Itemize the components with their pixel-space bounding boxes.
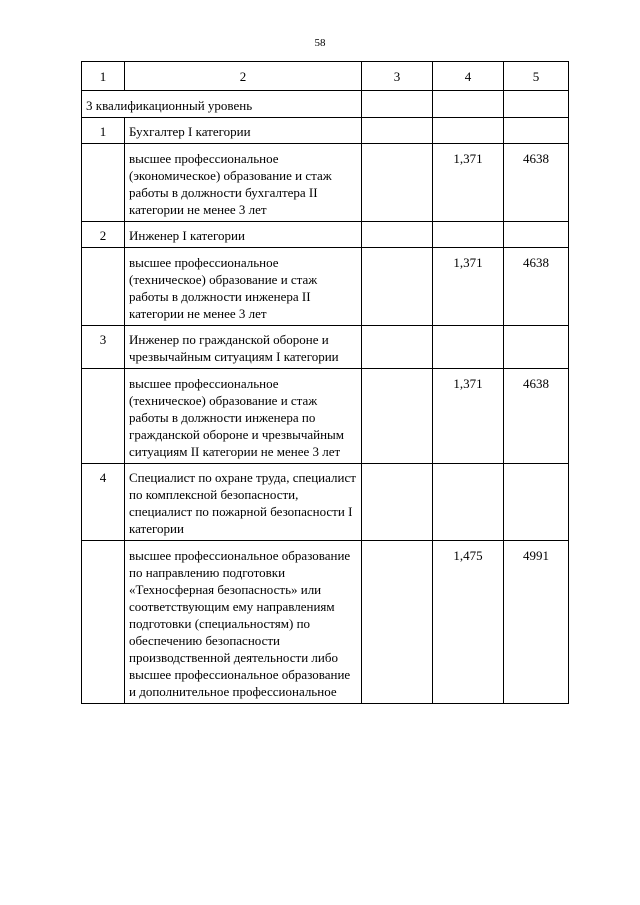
col3-cell xyxy=(362,144,433,222)
requirement-text: высшее профессиональное (техническое) образование и стаж работы в должности инженера II категории не менее 3 лет xyxy=(125,248,362,326)
row-number: 2 xyxy=(82,222,125,248)
header-cell-5: 5 xyxy=(504,62,569,91)
requirement-row xyxy=(82,369,569,464)
position-row xyxy=(82,118,569,144)
header-cell-3: 3 xyxy=(362,62,433,91)
salary-cell xyxy=(504,464,569,541)
col3-cell xyxy=(362,326,433,369)
table-header-row xyxy=(82,62,569,91)
empty-cell xyxy=(433,91,504,118)
header-cell-1: 1 xyxy=(82,62,125,91)
coefficient-cell: 1,475 xyxy=(433,541,504,704)
empty-cell xyxy=(362,91,433,118)
salary-cell xyxy=(504,118,569,144)
qualification-table xyxy=(81,61,569,704)
coefficient-cell xyxy=(433,464,504,541)
empty-cell xyxy=(504,91,569,118)
coefficient-cell xyxy=(433,118,504,144)
salary-cell xyxy=(504,222,569,248)
coefficient-cell xyxy=(433,326,504,369)
salary-cell: 4638 xyxy=(504,144,569,222)
requirement-row xyxy=(82,541,569,704)
col3-cell xyxy=(362,541,433,704)
coefficient-cell: 1,371 xyxy=(433,369,504,464)
col3-cell xyxy=(362,464,433,541)
requirement-text: высшее профессиональное образование по направлению подготовки «Техносферная безопасность» или соответствующим ему направлениям подготовки (специальностям) по обеспечению безопасности производственной деятельности либо высшее профессиональное образование и дополнительное профессиональное xyxy=(125,541,362,704)
requirement-text: высшее профессиональное (экономическое) образование и стаж работы в должности бухгалтера II категории не менее 3 лет xyxy=(125,144,362,222)
position-row xyxy=(82,222,569,248)
row-number xyxy=(82,541,125,704)
col3-cell xyxy=(362,222,433,248)
row-number: 1 xyxy=(82,118,125,144)
row-number: 3 xyxy=(82,326,125,369)
salary-cell: 4638 xyxy=(504,248,569,326)
position-title: Инженер I категории xyxy=(125,222,362,248)
header-cell-4: 4 xyxy=(433,62,504,91)
position-title: Бухгалтер I категории xyxy=(125,118,362,144)
qualification-level-row xyxy=(82,91,569,118)
salary-cell: 4638 xyxy=(504,369,569,464)
position-row xyxy=(82,464,569,541)
requirement-row xyxy=(82,144,569,222)
row-number xyxy=(82,369,125,464)
row-number xyxy=(82,144,125,222)
position-title: Специалист по охране труда, специалист по комплексной безопасности, специалист по пожарной безопасности I категории xyxy=(125,464,362,541)
row-number xyxy=(82,248,125,326)
requirement-text: высшее профессиональное (техническое) образование и стаж работы в должности инженера по гражданской обороне и чрезвычайным ситуациям II категории не менее 3 лет xyxy=(125,369,362,464)
salary-cell xyxy=(504,326,569,369)
coefficient-cell: 1,371 xyxy=(433,248,504,326)
position-title: Инженер по гражданской обороне и чрезвычайным ситуациям I категории xyxy=(125,326,362,369)
header-cell-2: 2 xyxy=(125,62,362,91)
col3-cell xyxy=(362,248,433,326)
requirement-row xyxy=(82,248,569,326)
row-number: 4 xyxy=(82,464,125,541)
salary-cell: 4991 xyxy=(504,541,569,704)
col3-cell xyxy=(362,118,433,144)
coefficient-cell xyxy=(433,222,504,248)
coefficient-cell: 1,371 xyxy=(433,144,504,222)
qualification-level-title: 3 квалификационный уровень xyxy=(82,91,362,118)
position-row xyxy=(82,326,569,369)
col3-cell xyxy=(362,369,433,464)
page-number: 58 xyxy=(314,37,326,49)
